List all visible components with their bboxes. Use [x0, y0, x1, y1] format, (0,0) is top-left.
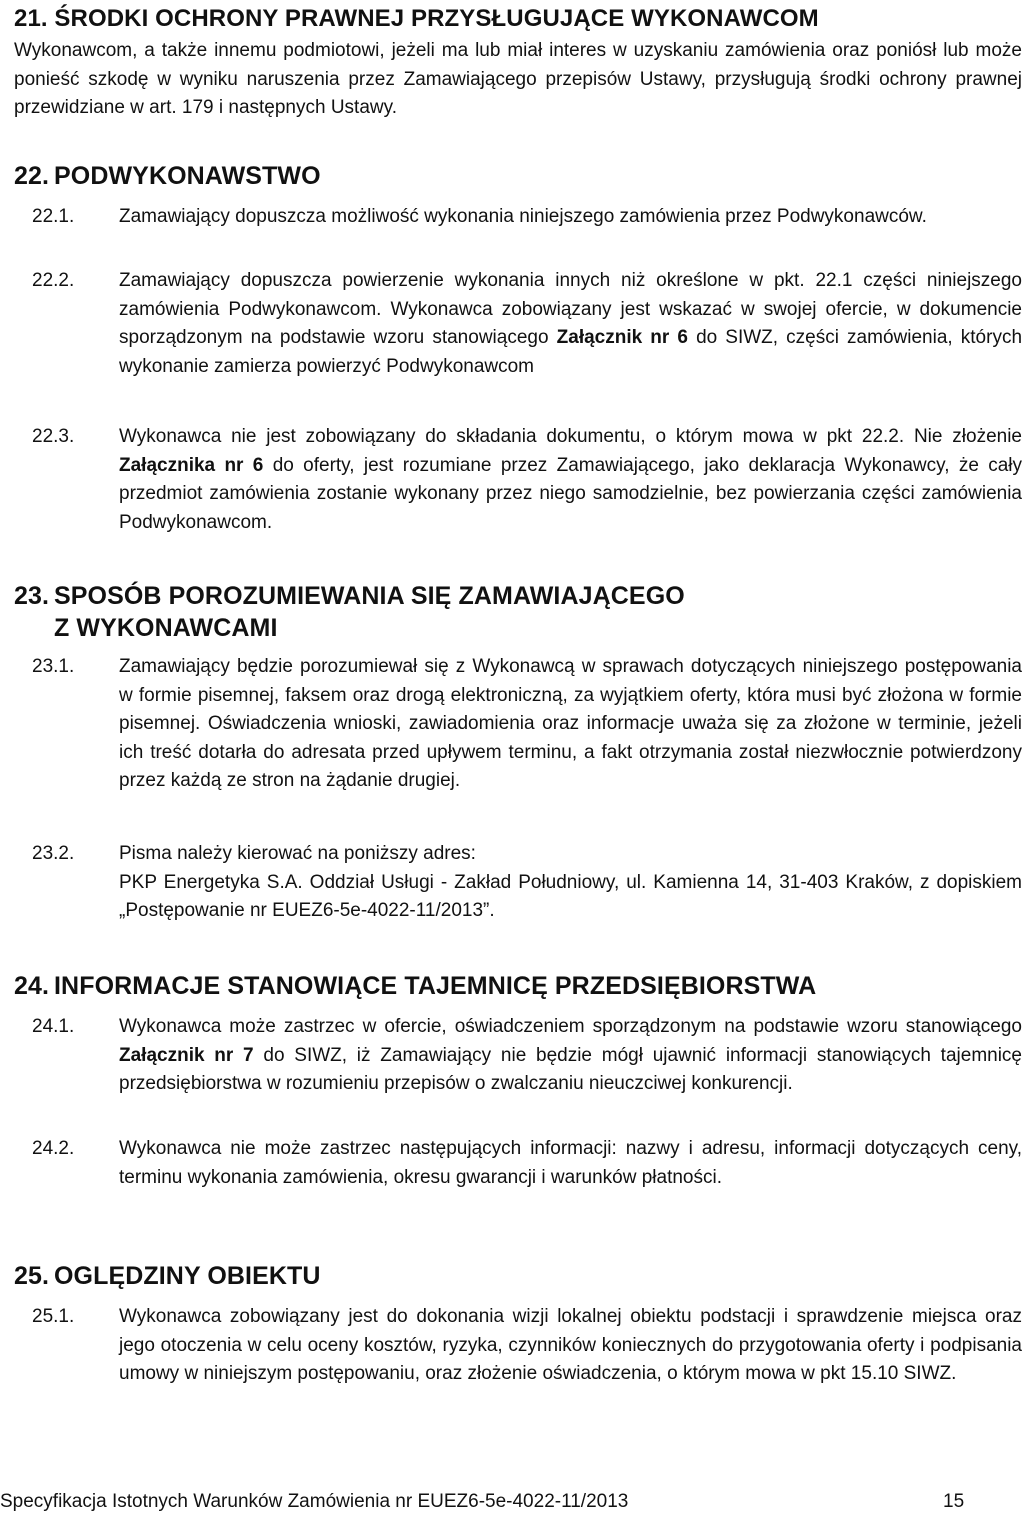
item-25-1-number: 25.1.: [32, 1306, 75, 1327]
item-24-1-text: Wykonawca może zastrzec w ofercie, oświadczeniem sporządzonym na podstawie wzoru stanowiącego Załącznik nr 7 do SIWZ, iż Zamawiający nie będzie mógł ujawnić informacji stanowiących tajemnicę przedsiębiorstwa w rozumieniu przepisów o zwalczaniu nieuczciwej konkurencji.: [119, 1016, 1022, 1094]
item-24-1-number: 24.1.: [32, 1016, 75, 1037]
item-23-1: [32, 653, 1022, 796]
item-24-2-number: 24.2.: [32, 1138, 75, 1159]
item-23-2-line1: Pisma należy kierować na poniższy adres:: [119, 843, 476, 864]
item-25-1-text: Wykonawca zobowiązany jest do dokonania wizji lokalnej obiektu podstacji i sprawdzenie miejsca oraz jego otoczenia w celu oceny kosztów, ryzyka, czynników koniecznych do przygotowania oferty i podpisania umowy w niniejszym postępowaniu, oraz złożenie oświadczenia, o którym mowa w pkt 15.10 SIWZ.: [119, 1306, 1022, 1384]
section-23-heading: [14, 580, 1014, 644]
attachment-6-ref-2: Załącznika nr 6: [119, 454, 264, 476]
item-22-2-text: Zamawiający dopuszcza powierzenie wykonania innych niż określone w pkt. 22.1 części niniejszego zamówienia Podwykonawcom. Wykonawca zobowiązany jest wskazać w swojej ofercie, w dokumencie sporządzonym na podstawie wzoru stanowiącego Załącznik nr 6 do SIWZ, części zamówienia, których wykonanie zamierza powierzyć Podwykonawcom: [119, 270, 1023, 377]
item-22-2: [32, 267, 1022, 381]
section-25-number: 25.: [14, 1262, 50, 1290]
item-22-1-number: 22.1.: [32, 206, 75, 227]
section-24-heading: [14, 970, 1014, 1002]
section-24-number: 24.: [14, 972, 50, 1000]
section-22-number: 22.: [14, 162, 50, 190]
section-23-number: 23.: [14, 582, 50, 610]
item-22-3-text: Wykonawca nie jest zobowiązany do składania dokumentu, o którym mowa w pkt 22.2. Nie złożenie Załącznika nr 6 do oferty, jest rozumiane przez Zamawiającego, jako deklaracja Wykonawcy, że cały przedmiot zamówienia zostanie wykonany przez niego samodzielnie, bez powierzania części zamówienia Podwykonawcom.: [119, 426, 1023, 533]
attachment-6-ref: Załącznik nr 6: [556, 327, 688, 348]
attachment-7-ref: Załącznik nr 7: [119, 1044, 254, 1066]
page-number: 15: [943, 1491, 965, 1512]
section-23-title-line2: Z WYKONAWCAMI: [54, 614, 278, 642]
item-23-2-number: 23.2.: [32, 843, 75, 864]
item-22-3-number: 22.3.: [32, 426, 75, 447]
section-25-heading: [14, 1260, 1014, 1292]
section-25-title: OGLĘDZINY OBIEKTU: [54, 1262, 321, 1290]
section-23-title-line1: SPOSÓB POROZUMIEWANIA SIĘ ZAMAWIAJĄCEGO: [54, 582, 685, 610]
section-22-title: PODWYKONAWSTWO: [54, 162, 321, 190]
item-23-2-address: PKP Energetyka S.A. Oddział Usługi - Zakład Południowy, ul. Kamienna 14, 31-403 Kraków, z dopiskiem „Postępowanie nr EUEZ6-5e-4022-11/2013”.: [119, 871, 1022, 921]
section-21-heading: 21. ŚRODKI OCHRONY PRAWNEJ PRZYSŁUGUJĄCE WYKONAWCOM: [14, 5, 819, 32]
item-23-2: [32, 840, 1022, 926]
item-24-2: [32, 1135, 1022, 1192]
item-23-1-number: 23.1.: [32, 656, 75, 677]
item-22-1: [32, 203, 1022, 232]
item-23-2-text: [119, 840, 1022, 926]
section-22-heading: [14, 160, 1014, 192]
footer-document-title: Specyfikacja Istotnych Warunków Zamówienia nr EUEZ6-5e-4022-11/2013: [0, 1491, 629, 1512]
section-24-title: INFORMACJE STANOWIĄCE TAJEMNICĘ PRZEDSIĘBIORSTWA: [54, 972, 817, 1000]
item-22-1-text: Zamawiający dopuszcza możliwość wykonania niniejszego zamówienia przez Podwykonawców.: [119, 206, 927, 227]
section-21-paragraph: Wykonawcom, a także innemu podmiotowi, jeżeli ma lub miał interes w uzyskaniu zamówienia oraz poniósł lub może ponieść szkodę w wyniku naruszenia przez Zamawiającego przepisów Ustawy, przysługują środki ochrony prawnej przewidziane w art. 179 i następnych Ustawy.: [14, 40, 1022, 118]
item-22-2-number: 22.2.: [32, 270, 75, 291]
item-25-1: [32, 1303, 1022, 1389]
item-24-1: [32, 1013, 1022, 1099]
item-24-2-text: Wykonawca nie może zastrzec następujących informacji: nazwy i adresu, informacji dotyczących ceny, terminu wykonania zamówienia, okresu gwarancji i warunków płatności.: [119, 1138, 1022, 1188]
item-23-1-text: Zamawiający będzie porozumiewał się z Wykonawcą w sprawach dotyczących niniejszego postępowania w formie pisemnej, faksem oraz drogą elektroniczną, za wyjątkiem oferty, która musi być złożona w formie pisemnej. Oświadczenia wnioski, zawiadomienia oraz informacje uważa się za złożone w terminie, jeżeli ich treść dotarła do adresata przed upływem terminu, a fakt otrzymania został niezwłocznie potwierdzony przez każdą ze stron na żądanie drugiej.: [119, 656, 1022, 791]
item-22-3: [32, 423, 1022, 537]
